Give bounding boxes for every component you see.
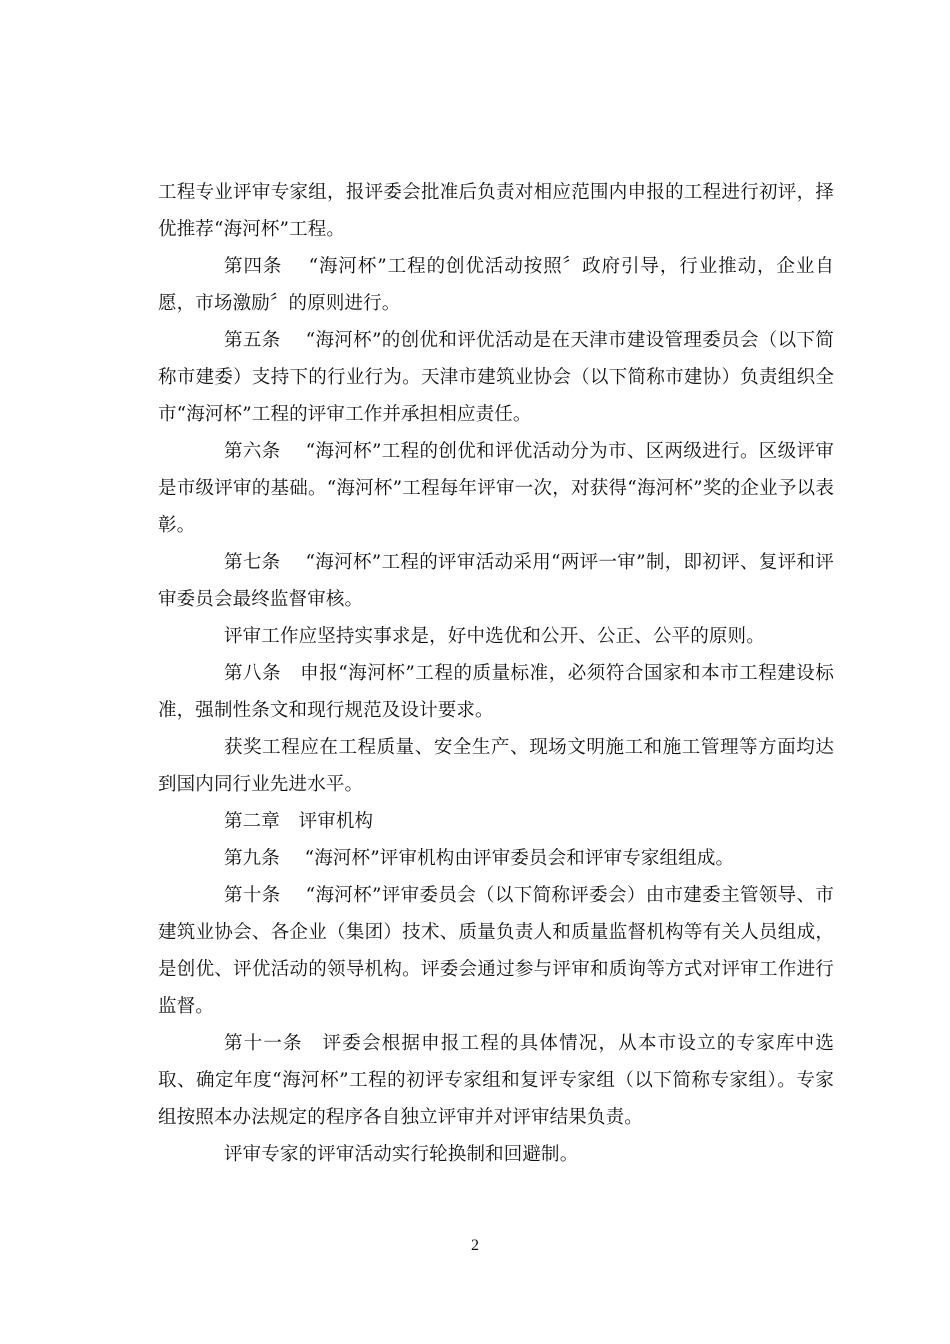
paragraph-review-principle: 评审工作应坚持实事求是，好中选优和公开、公正、公平的原则。 bbox=[224, 626, 765, 647]
page-number: 2 bbox=[471, 1237, 479, 1254]
paragraph-article-5: 第五条 “海河杯”的创优和评优活动是在天津市建设管理委员会（以下简称市建委）支持下的行业行为。天津市建筑业协会（以下简称市建协）负责组织全市“海河杯”工程的评审工作并承担相应责任。 bbox=[158, 330, 834, 425]
paragraph-article-6: 第六条 “海河杯”工程的创优和评优活动分为市、区两级进行。区级评审是市级评审的基础。“海河杯”工程每年评审一次，对获得“海河杯”奖的企业予以表彰。 bbox=[158, 441, 834, 536]
paragraph-rotation-rule: 评审专家的评审活动实行轮换制和回避制。 bbox=[224, 1144, 579, 1165]
paragraph-award-standard: 获奖工程应在工程质量、安全生产、现场文明施工和施工管理等方面均达到国内同行业先进水平。 bbox=[158, 737, 834, 795]
paragraph-article-9: 第九条 “海河杯”评审机构由评审委员会和评审专家组组成。 bbox=[224, 848, 735, 869]
paragraph-article-7: 第七条 “海河杯”工程的评审活动采用“两评一审”制，即初评、复评和评审委员会最终监督审核。 bbox=[158, 552, 834, 610]
paragraph-continuation: 工程专业评审专家组，报评委会批准后负责对相应范围内申报的工程进行初评，择优推荐“海河杯”工程。 bbox=[158, 182, 834, 240]
paragraph-article-8: 第八条 申报“海河杯”工程的质量标准，必须符合国家和本市工程建设标准，强制性条文和现行规范及设计要求。 bbox=[158, 663, 834, 721]
body-text bbox=[158, 174, 834, 1173]
paragraph-article-10: 第十条 “海河杯”评审委员会（以下简称评委会）由市建委主管领导、市建筑业协会、各企业（集团）技术、质量负责人和质量监督机构等有关人员组成，是创优、评优活动的领导机构。评委会通过参与评审和质询等方式对评审工作进行监督。 bbox=[158, 885, 834, 1017]
chapter-heading: 第二章 评审机构 bbox=[224, 811, 374, 832]
paragraph-article-11: 第十一条 评委会根据申报工程的具体情况，从本市设立的专家库中选取、确定年度“海河杯”工程的初评专家组和复评专家组（以下简称专家组）。专家组按照本办法规定的程序各自独立评审并对评审结果负责。 bbox=[158, 1033, 834, 1128]
paragraph-article-4: 第四条 “海河杯”工程的创优活动按照〞政府引导，行业推动，企业自愿，市场激励〞的原则进行。 bbox=[158, 256, 834, 314]
